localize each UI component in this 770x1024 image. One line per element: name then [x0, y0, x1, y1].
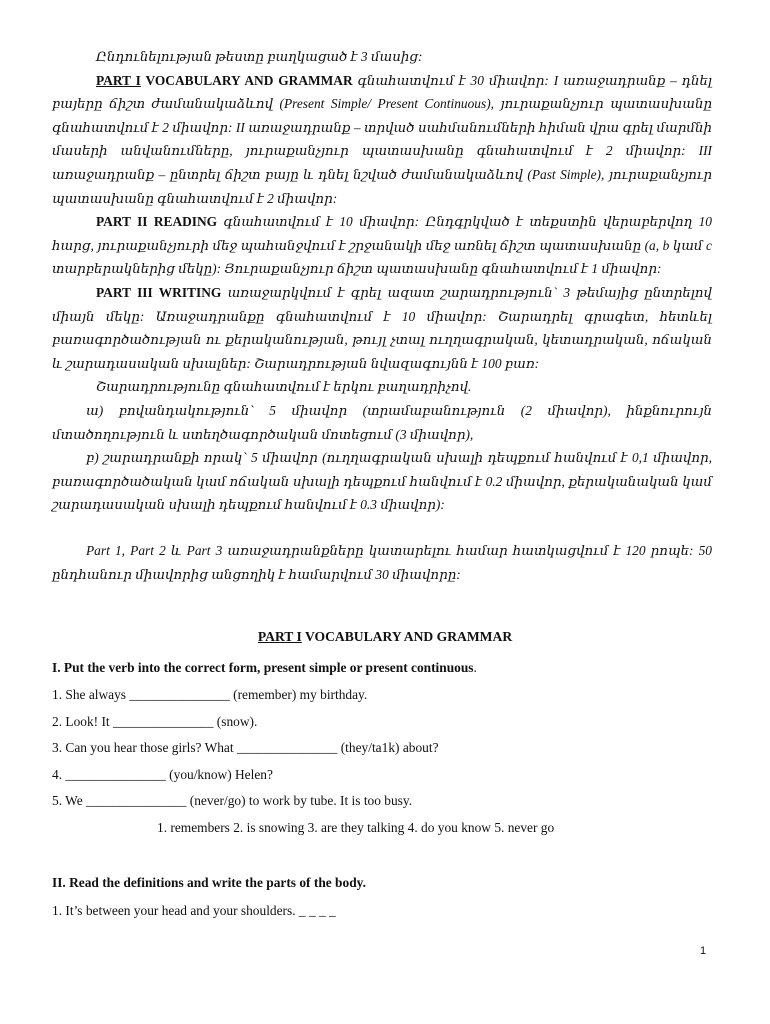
part3-heading: PART III WRITING [96, 284, 222, 300]
part1-description: PART I VOCABULARY AND GRAMMAR գնահատվում է 30 միավոր: I առաջադրանք – դնել բայերը ճիշտ ժամանակաձևով (Present Simple/ Present Continuous), յուրաքանչյուր պատասխանը գնահատվում է 2 միավոր: II առաջադրանք – տրված սահմանումների հիման վրա գրել մարմնի մասերի անվանումները, յուրաքանչյուր պատասխանը գնահատվում է 2 միավոր: III առաջադրանք – ընտրել ճիշտ բայը և դնել նշված ժամանակաձևով (Past Simple), յուրաքանչյուր պատասխանը գնահատվում է 2 միավոր: [52, 72, 712, 206]
question-item: 3. Can you hear those girls? What _______________ (they/ta1k) about? [52, 740, 439, 755]
question-item: 2. Look! It _______________ (snow). [52, 714, 258, 729]
grading-quality: բ) շարադրանքի որակ` 5 միավոր (ուղղագրական սխալի դեպքում հանվում է 0,1 միավոր, բառագործածական կամ ոճական սխալի դեպքում հանվում է 0.2 միավոր, քերականական կամ շարադասական սխալի դեպքում հանվում է 0.3 միավոր): [52, 450, 712, 513]
grading-intro: Շարադրությունը գնահատվում է երկու բաղադրիչով. [96, 379, 472, 395]
page-number: 1 [700, 945, 707, 957]
timing-section [52, 539, 712, 586]
part2-heading: PART II READING [96, 214, 218, 230]
question-item: 5. We _______________ (never/go) to work by tube. It is too busy. [52, 793, 413, 808]
task1-title: I. Put the verb into the correct form, present simple or present continuous. [52, 660, 477, 675]
timing-note: Part 1, Part 2 և Part 3 առաջադրանքները կատարելու համար հատկացվում է 120 րոպե: 50 ընդհանուր միավորից անցողիկ է համարվում 30 միավորը: [52, 543, 712, 582]
question-item: 1. It’s between your head and your shoulders. _ _ _ _ [52, 903, 336, 918]
grading-content: ա) բովանդակություն` 5 միավոր (տրամաբանություն (2 միավոր), ինքնուրույն մտածողություն և ստեղծագործական մոտեցում (3 միավոր), [52, 402, 712, 442]
part1-heading: PART I VOCABULARY AND GRAMMAR [96, 72, 353, 88]
intro-section [52, 45, 712, 517]
question-item: 4. _______________ (you/know) Helen? [52, 767, 273, 782]
section-title: PART I VOCABULARY AND GRAMMAR [257, 629, 513, 644]
task2-title: II. Read the definitions and write the parts of the body. [52, 875, 366, 890]
part3-description: PART III WRITING առաջարկվում է գրել ազատ շարադրություն` 3 թեմայից ընտրելով միայն մեկը: Առաջադրանքը գնահատվում է 10 միավոր: Շարադրել գրագետ, հետևել բառագործածության ու քերականության, թույլ չտալ ուղղագրական, կետադրական, ոճական և շարադասական սխալներ: Շարադրության նվազագույնն է 100 բառ: [52, 284, 712, 371]
answer-key: 1. remembers 2. is snowing 3. are they talking 4. do you know 5. never go [157, 820, 555, 835]
question-item: 1. She always _______________ (remember) my birthday. [52, 687, 368, 702]
part2-description: PART II READING գնահատվում է 10 միավոր: Ընդգրկված է տեքստին վերաբերվող 10 հարց, յուրաքանչյուրի մեջ պահանջվում է շրջանակի մեջ առնել ճիշտ պատասխանը (a, b կամ c տարբերակներից մեկը): Յուրաքանչյուր ճիշտ պատասխանը գնահատվում է 1 միավոր: [52, 214, 712, 277]
intro-line: Ընդունելության թեստը բաղկացած է 3 մասից: [96, 49, 423, 64]
